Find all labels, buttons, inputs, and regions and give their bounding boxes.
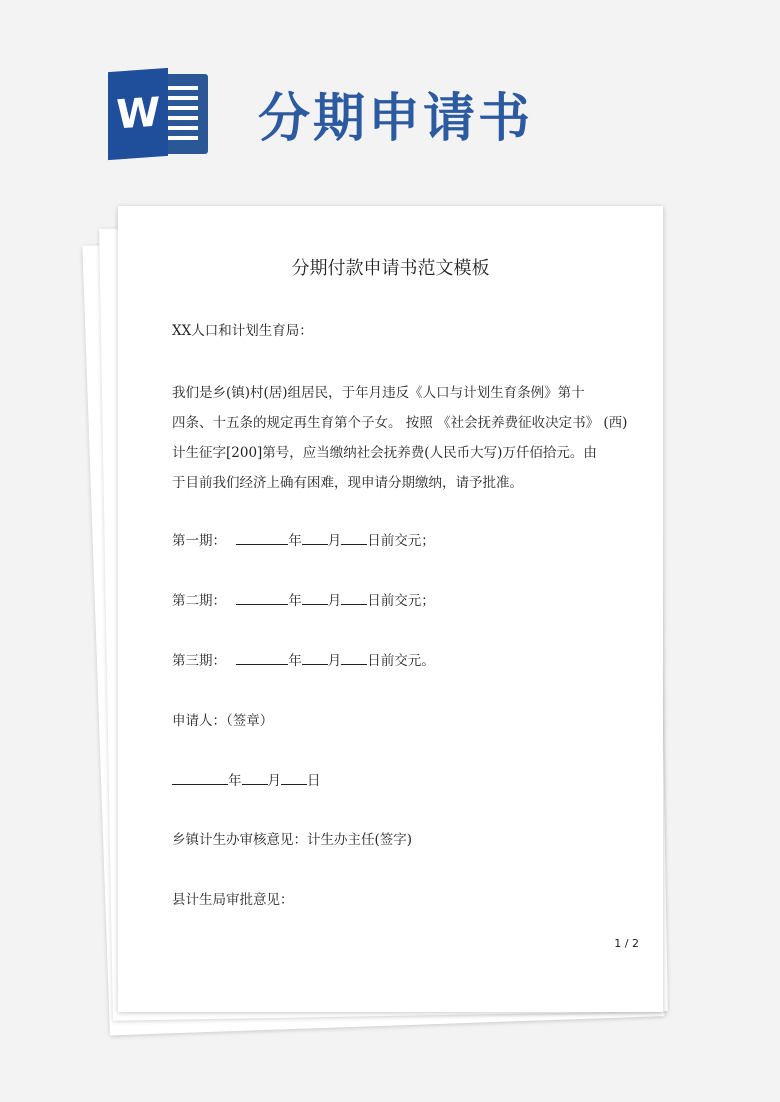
body-paragraph <box>172 378 632 498</box>
applicant-line: 申请人：（签章） <box>172 713 274 729</box>
month-blank <box>302 652 328 665</box>
year-blank <box>236 592 288 605</box>
recipient-line: XX人口和计划生育局： <box>172 323 313 339</box>
month-blank <box>302 592 328 605</box>
body-line: 计生征字[200]第号，应当缴纳社会抚养费(人民币大写)万仟佰拾元。由 <box>172 445 597 461</box>
day-blank <box>341 532 367 545</box>
day-blank <box>341 592 367 605</box>
installment-3: 第三期： 年 月 日前交元。 <box>172 653 435 669</box>
township-review-line: 乡镇计生办审核意见：计生办主任(签字) <box>172 832 413 848</box>
month-blank <box>242 772 268 785</box>
page-number: 1 / 2 <box>614 937 639 950</box>
year-blank <box>236 652 288 665</box>
year-blank <box>172 772 228 785</box>
document-title: 分期付款申请书范文模板 <box>291 258 490 279</box>
word-logo <box>108 70 212 158</box>
installment-1: 第一期： 年 月 日前交元； <box>172 533 435 549</box>
month-blank <box>302 532 328 545</box>
banner-title: 分期申请书 <box>258 89 534 149</box>
body-line: 四条、十五条的规定再生育第个子女。 按照 《社会抚养费征收决定书》 (西) <box>172 415 628 431</box>
installment-2: 第二期： 年 月 日前交元； <box>172 593 435 609</box>
year-blank <box>236 532 288 545</box>
body-line: 我们是乡(镇)村(居)组居民，于年月违反《人口与计划生育条例》第十 <box>172 385 585 401</box>
date-line: 年 月 日 <box>172 769 321 789</box>
body-line: 于目前我们经济上确有困难，现申请分期缴纳，请予批准。 <box>172 475 523 491</box>
day-blank <box>281 772 307 785</box>
document-page <box>118 206 663 1012</box>
day-blank <box>341 652 367 665</box>
word-icon: W <box>108 68 168 160</box>
county-approval-line: 县计生局审批意见： <box>172 892 294 908</box>
